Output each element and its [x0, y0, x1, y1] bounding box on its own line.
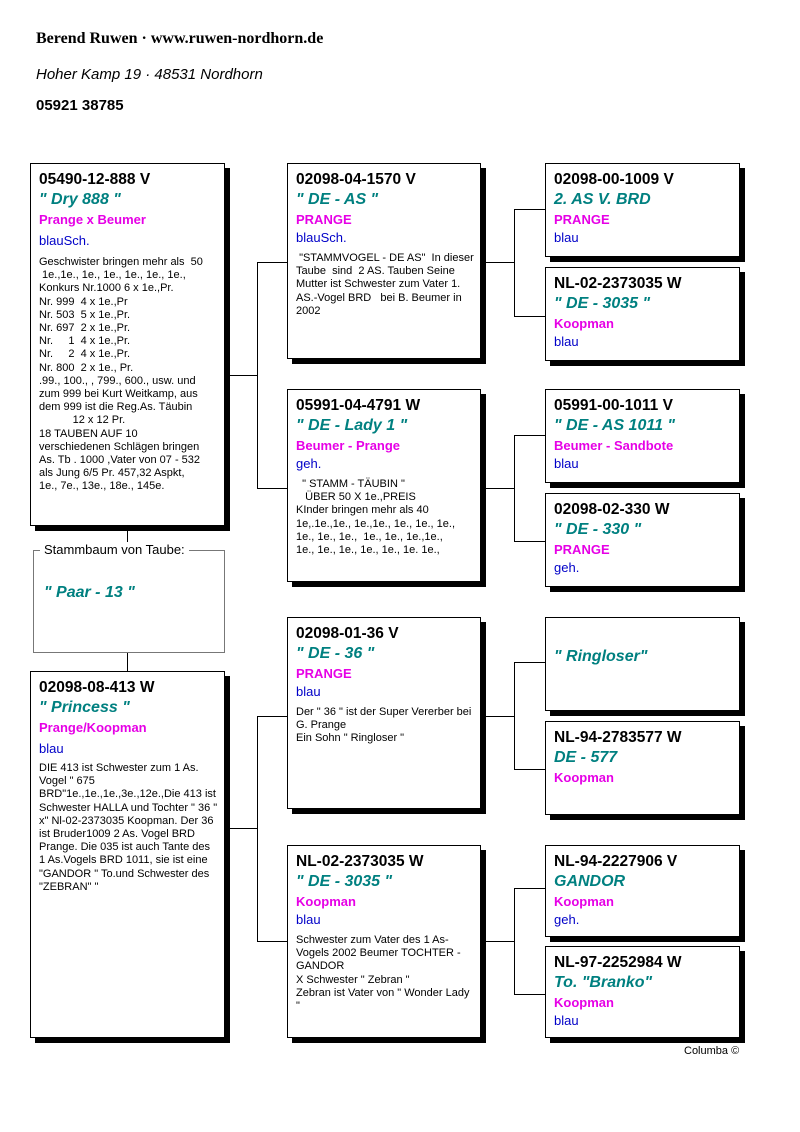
breeder: Prange/Koopman: [39, 720, 147, 735]
ring-number: 02098-01-36 V: [296, 625, 399, 642]
ring-number: 02098-08-413 W: [39, 679, 155, 696]
breeder-name-website: Berend Ruwen · www.ruwen-nordhorn.de: [36, 30, 324, 47]
pigeon-color: blauSch.: [296, 230, 347, 245]
breeder: Koopman: [296, 894, 356, 909]
ring-number: 05490-12-888 V: [39, 171, 151, 188]
connector-to-mf: [257, 716, 288, 717]
connector-to-mmf: [514, 888, 546, 889]
pigeon-name: " Princess ": [39, 699, 130, 716]
breeder: Koopman: [554, 894, 614, 909]
breeder-phone: 05921 38785: [36, 97, 124, 114]
connector-to-mff: [514, 662, 546, 663]
connector-mm-out: [480, 941, 515, 942]
breeder: PRANGE: [296, 666, 352, 681]
pigeon-color: blau: [296, 684, 321, 699]
pigeon-card-mmm: [545, 946, 740, 1038]
connector-father-out: [224, 375, 258, 376]
ring-number: 05991-00-1011 V: [554, 397, 673, 414]
pigeon-name: " DE - 3035 ": [296, 873, 393, 890]
pigeon-color: blau: [39, 741, 64, 756]
ring-number: NL-97-2252984 W: [554, 954, 682, 971]
stammbaum-label: Stammbaum von Taube:: [40, 542, 189, 557]
connector-to-mfm: [514, 769, 546, 770]
ring-number: 02098-02-330 W: [554, 501, 670, 518]
pigeon-name: " DE - Lady 1 ": [296, 417, 408, 434]
pigeon-notes: " STAMM - TÄUBIN " ÜBER 50 X 1e.,PREIS KInder bringen mehr als 40 1e,.1e.,1e., 1e.,1e., 1e., 1e., 1e., 1e., 1e., 1e., 1e., 1e., 1e.,1e., 1e., 1e., 1e., 1e., 1e., 1e. 1e.,: [296, 478, 456, 557]
pigeon-card-mother-father: [287, 617, 481, 809]
pigeon-card-father-father: [287, 163, 481, 359]
breeder: Beumer - Sandbote: [554, 438, 674, 453]
pigeon-card-mother: [30, 671, 225, 1038]
connector-ff-out: [480, 262, 515, 263]
pigeon-name: " DE - AS 1011 ": [554, 417, 675, 434]
connector-to-fmm: [514, 541, 546, 542]
breeder-address: Hoher Kamp 19 · 48531 Nordhorn: [36, 66, 263, 83]
pigeon-name: " DE - AS ": [296, 191, 379, 208]
pigeon-color: geh.: [554, 912, 580, 927]
pigeon-card-mother-mother: [287, 845, 481, 1038]
pigeon-color: geh.: [296, 456, 322, 471]
pigeon-color: blauSch.: [39, 233, 90, 248]
breeder: PRANGE: [554, 542, 610, 557]
connector-mother-branch: [257, 716, 258, 941]
pigeon-name: " DE - 36 ": [296, 645, 375, 662]
pigeon-card-ffm: [545, 267, 740, 361]
ring-number: 05991-04-4791 W: [296, 397, 421, 414]
connector-stammbaum-mother: [127, 653, 128, 671]
breeder: Koopman: [554, 770, 614, 785]
pigeon-name: To. "Branko": [554, 974, 653, 991]
connector-to-mm: [257, 941, 288, 942]
pigeon-name: " DE - 3035 ": [554, 295, 651, 312]
pigeon-color: blau: [554, 230, 579, 245]
pigeon-name: " Ringloser": [554, 648, 648, 665]
connector-mf-branch: [514, 662, 515, 769]
pigeon-card-fff: [545, 163, 740, 257]
pigeon-card-mff: [545, 617, 740, 711]
pigeon-card-mmf: [545, 845, 740, 937]
ring-number: 02098-04-1570 V: [296, 171, 416, 188]
pigeon-notes: Geschwister bringen mehr als 50 1e.,1e., 1e., 1e., 1e., 1e., 1e., Konkurs Nr.1000 6 x 1e.,Pr. Nr. 999 4 x 1e.,Pr Nr. 503 5 x 1e.,Pr. Nr. 697 2 x 1e.,Pr. Nr. 1 4 x 1e.,Pr. Nr. 2 4 x 1e.,Pr. Nr. 800 2 x 1e., Pr. .99., 100., , 799., 600., usw. und zum 999 bei Kurt Weitkamp, aus dem 999 ist die Reg.As. Täubin 12 x 12 Pr. 18 TAUBEN AUF 10 verschiedenen Schlägen bringen As. Tb . 1000 ,Vater von 07 - 532 als Jung 6/5 Pr. 457,32 Aspkt, 1e., 7e., 13e., 18e., 145e.: [39, 256, 203, 493]
software-credit: Columba ©: [684, 1045, 740, 1057]
connector-to-fff: [514, 209, 546, 210]
breeder: Koopman: [554, 316, 614, 331]
pigeon-name: " DE - 330 ": [554, 521, 642, 538]
pigeon-color: blau: [554, 456, 579, 471]
pigeon-notes: DIE 413 ist Schwester zum 1 As. Vogel " 675 BRD"1e.,1e.,1e.,3e.,12e.,Die 413 ist Schwester HALLA und Tochter " 36 " x" Nl-02-2373035 Koopman. Der 36 ist Bruder1009 2 As. Vogel BRD Prange. Die 035 ist auch Tante des 1 As.Vogels BRD 1011, sie ist eine "GANDOR " To.und Schwester des "ZEBRAN" ": [39, 762, 221, 893]
ring-number: 02098-00-1009 V: [554, 171, 674, 188]
pigeon-notes: "STAMMVOGEL - DE AS" In dieser Taube sind 2 AS. Tauben Seine Mutter ist Schwester zum Vater 1. AS.-Vogel BRD bei B. Beumer in 2002: [296, 252, 480, 317]
ring-number: NL-94-2783577 W: [554, 729, 682, 746]
connector-to-mmm: [514, 994, 546, 995]
connector-mother-out: [224, 828, 258, 829]
pigeon-card-mfm: [545, 721, 740, 815]
pigeon-color: blau: [554, 334, 579, 349]
breeder: PRANGE: [296, 212, 352, 227]
breeder: Beumer - Prange: [296, 438, 401, 453]
pigeon-card-fmf: [545, 389, 740, 483]
breeder: Prange x Beumer: [39, 212, 146, 227]
ring-number: NL-02-2373035 W: [296, 853, 424, 870]
connector-mf-out: [480, 716, 515, 717]
pigeon-card-fmm: [545, 493, 740, 587]
stammbaum-pair-name: " Paar - 13 ": [44, 584, 135, 601]
pigeon-card-father-mother: [287, 389, 481, 582]
connector-to-ff: [257, 262, 288, 263]
pigeon-card-father: [30, 163, 225, 526]
connector-ff-branch: [514, 209, 515, 316]
pigeon-color: blau: [296, 912, 321, 927]
pigeon-notes: Schwester zum Vater des 1 As-Vogels 2002 Beumer TOCHTER - GANDOR X Schwester " Zebran " Zebran ist Vater von " Wonder Lady ": [296, 934, 470, 1013]
pigeon-name: DE - 577: [554, 749, 618, 766]
connector-fm-branch: [514, 435, 515, 541]
pigeon-color: blau: [554, 1013, 579, 1028]
breeder: PRANGE: [554, 212, 610, 227]
pigeon-name: GANDOR: [554, 873, 626, 890]
ring-number: NL-02-2373035 W: [554, 275, 682, 292]
pigeon-name: " Dry 888 ": [39, 191, 121, 208]
pigeon-name: 2. AS V. BRD: [554, 191, 651, 208]
connector-father-branch: [257, 262, 258, 488]
pigeon-notes: Der " 36 " ist der Super Vererber bei G. Prange Ein Sohn " Ringloser ": [296, 706, 472, 745]
connector-mm-branch: [514, 888, 515, 994]
breeder: Koopman: [554, 995, 614, 1010]
connector-to-ffm: [514, 316, 546, 317]
connector-to-fm: [257, 488, 288, 489]
ring-number: NL-94-2227906 V: [554, 853, 678, 870]
connector-to-fmf: [514, 435, 546, 436]
pigeon-color: geh.: [554, 560, 580, 575]
connector-fm-out: [480, 488, 515, 489]
